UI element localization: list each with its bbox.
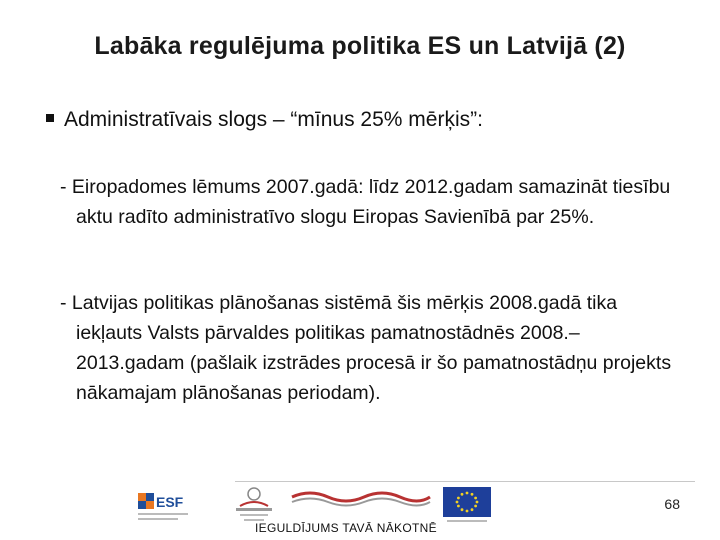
- subpoint-eu-decision: - Eiropadomes lēmums 2007.gadā: līdz 2012.gadam samazināt tiesību aktu radīto administratīvo slogu Eiropas Savienībā par 25%.: [60, 176, 671, 228]
- eu-flag-logo: [443, 487, 491, 525]
- square-bullet-icon: [46, 114, 54, 122]
- footer-tagline: IEGULDĪJUMS TAVĀ NĀKOTNĒ: [255, 521, 437, 535]
- subpoint-latvia-policy: - Latvijas politikas plānošanas sistēmā šis mērķis 2008.gadā tika iekļauts Valsts pārvaldes politikas pamatnostādnēs 2008.–2013.gadam (pašlaik izstrādes procesā ir šo pamatnostādņu projekts nākamajam plānošanas periodam).: [60, 292, 672, 404]
- main-bullet-text: Administratīvais slogs – “mīnus 25% mērķis”:: [64, 108, 483, 131]
- esf-logo: [134, 487, 194, 525]
- slide-title: Labāka regulējuma politika ES un Latvijā (2): [94, 32, 626, 60]
- integration-fund-logo: [290, 487, 432, 507]
- page-number: 68: [664, 496, 680, 512]
- main-bullet: [46, 106, 690, 134]
- svg-text:ESF: ESF: [156, 494, 184, 510]
- footer-divider: [235, 481, 695, 482]
